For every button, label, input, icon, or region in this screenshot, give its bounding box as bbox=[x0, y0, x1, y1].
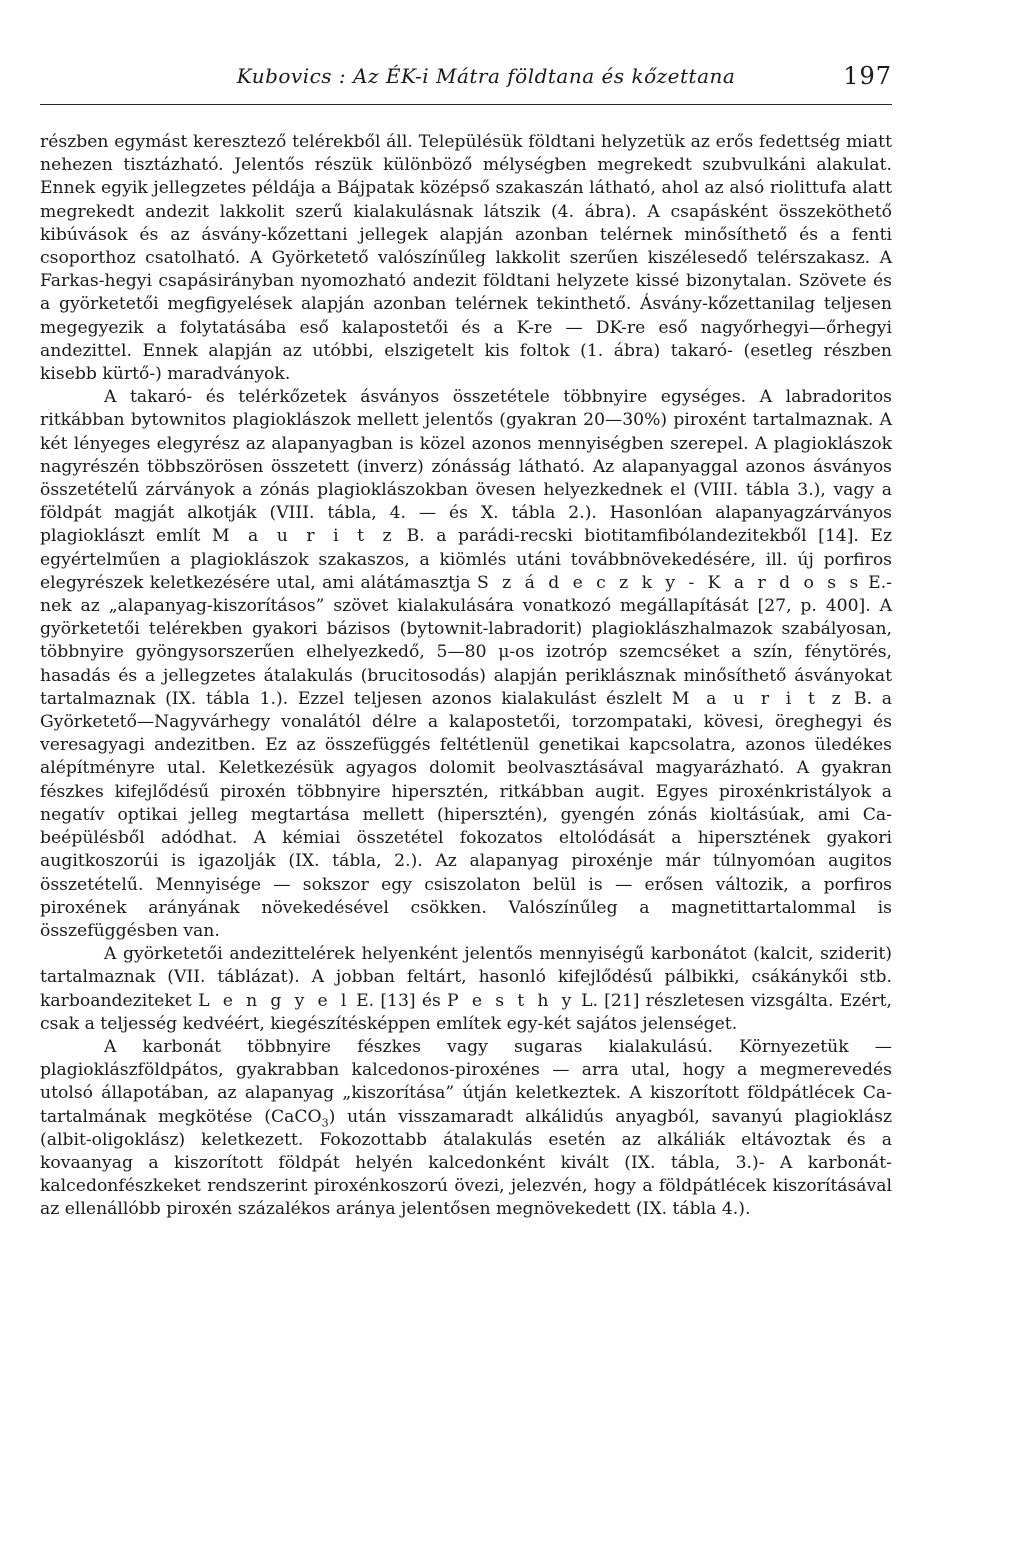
paragraph-text: ) után visszamaradt alkálidús anyagból, savanyú plagioklász (albit-oligoklász) keletkezett. Fokozottabb átalakulás esetén az alkáliák eltávoztak és a kovaanyag a kiszorított földpát helyén kalcedonként kivált (IX. tábla, 3.)- A karbonát-kalcedonfészkeket rendszerint piroxénkoszorú övezi, jelezvén, hogy a földpátlécek kiszorításával az ellenállóbb piroxén százalékos aránya jelentősen megnövekedett (IX. tábla 4.). bbox=[40, 1106, 893, 1220]
paragraph-text: B. a Györketető—Nagyvárhegy vonalától délre a kalapostetői, torzompataki, kövesi, öreghegyi és veresagyagi andezitben. Ez az összefüggés feltétlenül genetikai kapcsolatra, azonos üledékes alépítményre utal. Keletkezésük agyagos dolomit beolvasztásával magyarázható. A gyakran fészkes kifejlődésű piroxén többnyire hipersztén, ritkábban augit. Egyes piroxénkristályok a negatív optikai jelleg megtartása mellett (hipersztén), gyengén zónás kioltásúak, ami Ca-beépülésből adódhat. A kémiai összetétel fokozatos eltolódását a hipersztének gyakori augitkoszorúi is igazolják (IX. tábla, 2.). Az alapanyag piroxénje már túlnyomóan augitos összetételű. Mennyisége — sokszor egy csiszolaton belül is — erősen változik, a porfiros piroxének arányának növekedésével csökken. Valószínűleg a magnetittartalommal is összefüggésben van. bbox=[40, 688, 892, 941]
chemical-subscript: 3 bbox=[321, 1115, 329, 1129]
paragraph-text: E.-nek az „alapanyag-kiszorításos” szövet kialakulására vonatkozó megállapítását [27, p. 400]. A györketetői telérekben gyakori bázisos (bytownit-labradorit) plagioklászhalmazok szabályosan, többnyire gyöngysorszerűen elhelyezkedő, 5—80 μ-os izotróp szemcséket a szín, fénytörés, hasadás és a jellegzetes átalakulás (brucitosodás) alapján periklásznak minősíthető ásványokat tartalmaznak (IX. tábla 1.). Ezzel teljesen azonos kialakulást észlelt bbox=[40, 572, 892, 709]
paragraph-text: A karbonát többnyire fészkes vagy sugaras kialakulású. Környezetük — plagioklászföldpátos, gyakrabban kalcedonos-piroxénes — arra utal, hogy a megmerevedés utolsó állapotában, az alapanyag „kiszorítása” útján keletkeztek. A kiszorított földpátlécek Ca-tartalmának megkötése (CaCO bbox=[40, 1036, 892, 1127]
page-number: 197 bbox=[843, 62, 892, 90]
paragraph-text: L. [21] részletesen vizsgálta. Ezért, csak a teljesség kedvéért, kiegészítésképpen említek egy-két sajátos jelenséget. bbox=[40, 990, 892, 1034]
paragraph-text: B. a parádi-recski biotitamfibólandezitekből [14]. Ez egyértelműen a plagioklászok szakaszos, a kiömlés utáni továbbnövekedésére, ill. új porfiros elegyrészek keletkezésére utal, ami alátámasztja bbox=[40, 526, 893, 593]
paragraph-2 bbox=[40, 386, 892, 943]
page bbox=[40, 64, 892, 1222]
body-text bbox=[40, 131, 892, 1222]
paragraph-text: részben egymást keresztező telérekből áll. Településük földtani helyzetük az erős fedettség miatt nehezen tisztázható. Jelentős részük különböző mélységben megrekedt szubvulkáni alakulat. Ennek egyik jellegzetes példája a Bájpatak középső szakaszán látható, ahol az alsó riolittufa alatt megrekedt andezit lakkolit szerű kialakulásnak látszik (4. ábra). A csapásként összeköthető kibúvások és az ásvány-kőzettani jellegek alapján azonban telérnek minősíthető és a fenti csoporthoz csatolható. A Györketető valószínűleg lakkolit szerűen kiszélesedő telérszakasz. A Farkas-hegyi csapásirányban nyomozható andezit földtani helyzete kissé bizonytalan. Szövete és a györketetői megfigyelések alapján azonban telérnek tekinthető. Ásvány-kőzettanilag teljesen megegyezik a folytatásába eső kalapostetői és a K-re — DK-re eső nagyőrhegyi—őrhegyi andezittel. Ennek alapján az utóbbi, elszigetelt kis foltok (1. ábra) takaró- (esetleg részben kisebb kürtő-) maradványok. bbox=[40, 132, 892, 385]
paragraph-text: E. [13] és bbox=[356, 990, 441, 1011]
paragraph-4 bbox=[40, 1036, 892, 1222]
running-header bbox=[40, 64, 892, 105]
paragraph-text: A takaró- és telérkőzetek ásványos összetétele többnyire egységes. A labradoritos ritkábban bytownitos plagioklászok mellett jelentős (gyakran 20—30%) piroxént tartalmaznak. A két lényeges elegyrész az alapanyagban is közel azonos mennyiségben szerepel. A plagioklászok nagyrészén többszörösen összetett (inverz) zónásság látható. Az alapanyaggal azonos ásványos összetételű zárványok a zónás plagioklászokban övesen helyezkednek el (VIII. tábla 3.), vagy a földpát magját alkotják (VIII. tábla, 4. — és X. tábla 2.). Hasonlóan alapanyagzárványos plagioklászt említ bbox=[40, 387, 892, 547]
paragraph-1 bbox=[40, 131, 892, 386]
author-name: S z á d e c z k y - K a r d o s s bbox=[476, 572, 862, 593]
author-name: M a u r i t z bbox=[671, 688, 845, 709]
author-name: M a u r i t z bbox=[211, 526, 396, 547]
paragraph-text: A györketetői andezittelérek helyenként jelentős mennyiségű karbonátot (kalcit, sziderit) tartalmaznak (VII. táblázat). A jobban feltárt, hasonló kifejlődésű pálbikki, csákánykői stb. karboandeziteket bbox=[40, 944, 892, 1011]
author-name: P e s t h y bbox=[447, 990, 575, 1011]
running-title: Kubovics : Az ÉK-i Mátra földtana és kőzettana bbox=[236, 64, 736, 88]
paragraph-3 bbox=[40, 943, 892, 1036]
author-name: L e n g y e l bbox=[198, 990, 350, 1011]
